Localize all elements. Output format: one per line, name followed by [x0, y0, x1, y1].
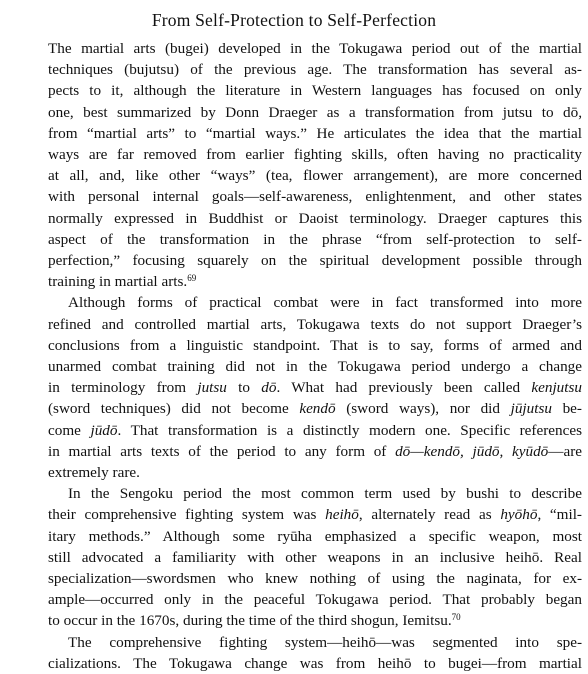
text-run: , alternately read as	[358, 506, 501, 524]
italic-term: hyōhō	[500, 506, 538, 524]
text-run: aspect of the transformation in the phrase “from self-protection to self-	[48, 230, 582, 248]
text-run: still advocated a familiarity with other weapons in an inclusive heihō. Real	[48, 548, 582, 566]
text-line	[48, 229, 582, 250]
text-run: to occur in the 1670s, during the time of the third shogun, Iemitsu.	[48, 612, 452, 630]
text-line	[48, 420, 582, 441]
text-run: normally expressed in Buddhist or Daoist terminology. Draeger captures this	[48, 209, 582, 227]
text-line	[48, 59, 582, 80]
text-line	[48, 356, 582, 377]
text-line	[48, 462, 582, 483]
text-run: their comprehensive fighting system was	[48, 506, 326, 524]
text-run: . What had previously been called	[276, 379, 532, 397]
text-run: (sword ways), nor did	[335, 400, 511, 418]
text-run: unarmed combat training did not in the Tokugawa period undergo a change	[48, 358, 582, 375]
text-run: itary methods.” Although some ryūha emphasized a specific weapon, most	[48, 527, 582, 545]
text-run: from “martial arts” to “martial ways.” He articulates the idea that the martial	[48, 124, 582, 142]
text-line	[68, 632, 582, 653]
text-line	[48, 165, 582, 186]
text-line	[68, 292, 582, 313]
text-line	[48, 377, 582, 398]
text-line	[48, 398, 582, 419]
text-line	[48, 186, 582, 207]
italic-term: dō—kendō, jūdō, kyūdō	[395, 442, 549, 460]
text-run: ample—occurred only in the peaceful Tokugawa period. That probably began	[48, 591, 582, 609]
text-line	[48, 208, 582, 229]
italic-term: jutsu	[197, 379, 227, 397]
text-run: in martial arts texts of the period to any form of	[48, 442, 396, 460]
text-line	[48, 123, 582, 144]
text-run: specialization—swordsmen who knew nothing of using the naginata, for ex-	[48, 570, 582, 587]
text-run: one, best summarized by Donn Draeger as a transformation from jutsu to dō,	[48, 103, 582, 121]
italic-term: kenjutsu	[531, 379, 582, 397]
italic-term: jūdō	[90, 421, 118, 439]
text-run: refined and controlled martial arts, Tokugawa texts do not support Draeger’s	[48, 315, 582, 333]
italic-term: heihō	[325, 506, 359, 524]
text-line	[48, 102, 582, 123]
text-run: pects to it, although the literature in Western languages has focused on only	[48, 82, 582, 100]
text-line	[48, 653, 582, 674]
text-line	[48, 144, 582, 165]
text-run: in terminology from	[48, 379, 198, 397]
text-line	[48, 589, 582, 610]
italic-term: kendō	[299, 400, 336, 418]
text-run: The comprehensive fighting system—heihō—was segmented into spe-	[68, 633, 582, 651]
text-run: The martial arts (bugei) developed in the Tokugawa period out of the martial	[48, 40, 582, 57]
footnote-ref: 70	[451, 612, 461, 623]
text-line	[48, 250, 582, 271]
text-line	[48, 271, 582, 292]
text-run: Although forms of practical combat were in fact transformed into more	[68, 294, 582, 312]
text-run: at all, and, like other “ways” (tea, flower arrangement), are more concerned	[48, 167, 582, 185]
text-line	[48, 80, 582, 101]
text-line	[48, 610, 582, 631]
text-run: to	[226, 379, 262, 397]
italic-term: jūjutsu	[510, 400, 552, 418]
text-run: techniques (bujutsu) of the previous age. The transformation has several as-	[48, 61, 582, 79]
text-run: (sword techniques) did not become	[48, 400, 300, 418]
italic-term: dō	[261, 379, 277, 397]
text-line	[48, 504, 582, 525]
section-heading: From Self-Protection to Self-Perfection	[151, 10, 437, 30]
text-line	[48, 526, 582, 547]
text-run: . That transformation is a distinctly modern one. Specific references	[117, 421, 583, 439]
text-run: perfection,” focusing squarely on the spiritual development possible through	[48, 252, 582, 269]
text-line	[48, 547, 582, 568]
text-line	[48, 441, 582, 462]
text-line	[48, 335, 582, 356]
text-line	[48, 38, 582, 59]
text-run: , “mil-	[537, 506, 582, 524]
text-run: be-	[551, 400, 582, 418]
text-run: conclusions from a linguistic standpoint. That is to say, forms of armed and	[48, 336, 582, 354]
text-run: cializations. The Tokugawa change was from heihō to bugei—from martial	[48, 654, 582, 672]
text-run: training in martial arts.	[48, 273, 188, 291]
text-line	[48, 314, 582, 335]
text-run: extremely rare.	[48, 464, 140, 481]
text-run: with personal internal goals—self-awareness, enlightenment, and other states	[48, 188, 582, 206]
footnote-ref: 69	[187, 273, 197, 284]
text-line	[48, 568, 582, 589]
text-run: come	[48, 421, 91, 439]
text-run: In the Sengoku period the most common term used by bushi to describe	[68, 485, 582, 503]
text-run: ways are far removed from earlier fighting skills, often having no practicality	[48, 146, 582, 163]
text-run: —are	[548, 442, 583, 460]
text-line	[68, 483, 582, 504]
